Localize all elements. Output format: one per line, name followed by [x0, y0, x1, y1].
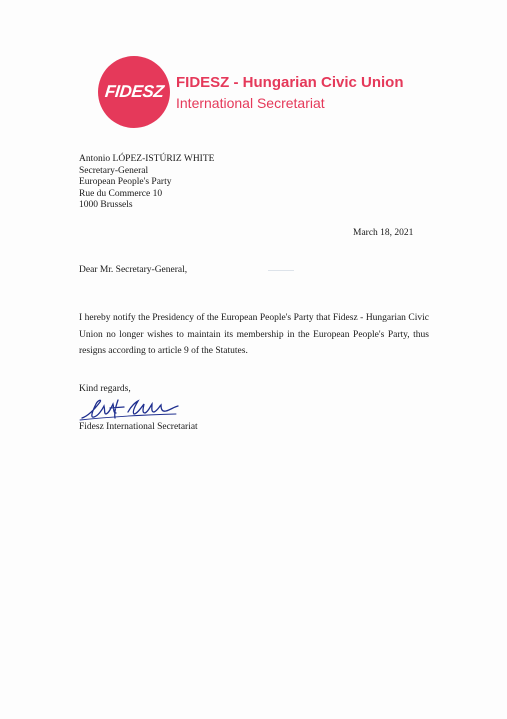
logo-text: FIDESZ [103, 82, 165, 101]
recipient-organization: European People's Party [79, 177, 172, 188]
signer-name: Fidesz International Secretariat [79, 422, 198, 432]
org-name: FIDESZ - Hungarian Civic Union [176, 74, 404, 91]
closing: Kind regards, [79, 384, 131, 394]
salutation: Dear Mr. Secretary-General, [79, 265, 188, 275]
org-subtitle: International Secretariat [176, 95, 325, 111]
recipient-street: Rue du Commerce 10 [79, 188, 163, 199]
recipient-name: Antonio LÓPEZ-ISTÚRIZ WHITE [79, 154, 215, 164]
recipient-city: 1000 Brussels [79, 200, 133, 211]
fidesz-logo [98, 56, 170, 128]
scan-artifact [268, 270, 294, 271]
letter-date: March 18, 2021 [353, 228, 414, 238]
recipient-title: Secretary-General [79, 165, 149, 176]
recipient-address [79, 154, 214, 212]
handwritten-signature [78, 396, 188, 422]
letter-body: I hereby notify the Presidency of the European People's Party that Fidesz - Hungarian Civic Union no longer wishes to maintain its membership in the European People's Party, thus resigns according to article 9 of the Statutes. [79, 313, 429, 356]
